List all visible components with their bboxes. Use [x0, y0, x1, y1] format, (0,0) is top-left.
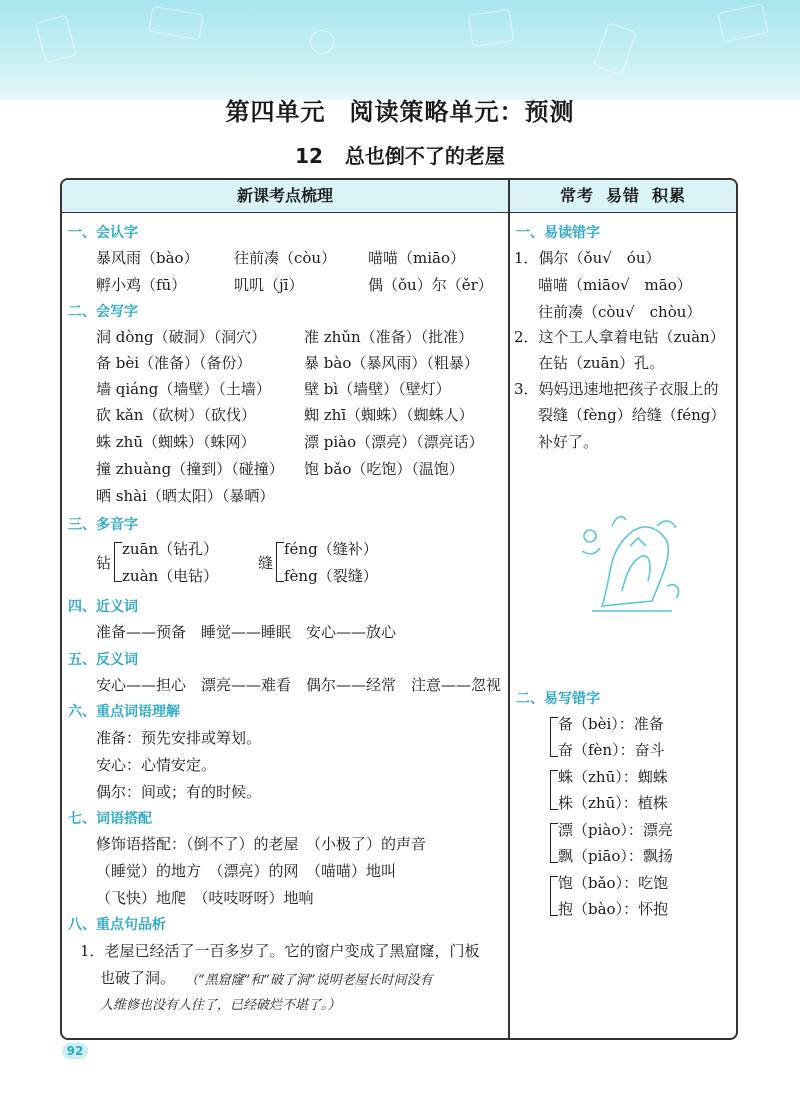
section-renzi: 一、会认字 [68, 225, 138, 241]
yidu-item: 3．妈妈迅速地把孩子衣服上的 [514, 380, 719, 398]
xiezi-item: 壁 bì（墙壁）（壁灯） [304, 380, 451, 398]
juzi-line: 也破了洞。 [100, 969, 176, 987]
jinyi-line: 准备——预备 睡觉——睡眠 安心——放心 [96, 623, 397, 641]
xiezi-item: 晒 shài（晒太阳）（暴晒） [96, 487, 275, 505]
yidu-item: 2．这个工人拿着电钻（zuàn） [514, 328, 725, 346]
ciyu-line: 偶尔：间或；有的时候。 [96, 783, 262, 801]
juzi-note: 人维修也没有人住了，已经破烂不堪了。） [100, 998, 341, 1013]
xiezi-item: 暴 bào（暴风雨）（粗暴） [304, 354, 479, 372]
pair-brace [550, 823, 558, 863]
juzi-note: （“黑窟窿”和“破了洞”说明老屋长时间没有 [185, 973, 433, 988]
page-number: 92 [62, 1043, 88, 1059]
yixie-item: 漂（piào）：漂亮 [558, 821, 673, 839]
unit-subtitle: 阅读策略单元：预测 [349, 98, 575, 126]
duoyin-char-feng: 缝 [258, 554, 274, 572]
header-word-changkao: 常考 [559, 186, 594, 205]
fanyi-line: 安心——担心 漂亮——难看 偶尔——经常 注意——忽视 [96, 676, 502, 694]
header-word-yicuo: 易错 [605, 186, 640, 205]
lesson-number: 12 [295, 144, 323, 168]
section-yiducuo: 一、易读错字 [516, 225, 600, 241]
section-ciyu: 六、重点词语理解 [68, 704, 180, 720]
unit-title [0, 92, 800, 127]
section-juzi: 八、重点句品析 [68, 917, 166, 933]
top-decor-band [0, 0, 800, 100]
renzi-item: 叽叽（jī） [234, 276, 304, 294]
yidu-item: 补好了。 [538, 433, 599, 451]
yixie-item: 饱（bǎo）：吃饱 [558, 874, 669, 892]
dapei-line: （飞快）地爬 （吱吱呀呀）地响 [96, 889, 314, 907]
yidu-item: 1．偶尔（ǒu√ óu） [514, 249, 661, 267]
xiezi-item: 墙 qiáng（墙壁）（土墙） [96, 380, 271, 398]
content-frame [60, 178, 738, 1040]
renzi-item: 喵喵（miāo） [368, 249, 465, 267]
yixie-item: 奋（fèn）：奋斗 [558, 741, 665, 759]
yixie-item: 株（zhū）：植株 [558, 794, 668, 812]
header-word-jilei: 积累 [652, 186, 687, 205]
yidu-item: 往前凑（còu√ chòu） [538, 303, 702, 321]
yidu-item: 在钻（zuān）孔。 [538, 354, 665, 372]
xiezi-item: 砍 kǎn（砍树）（砍伐） [96, 406, 256, 424]
yidu-item: 裂缝（fèng）给缝（féng） [538, 406, 726, 424]
xiezi-item: 洞 dòng（破洞）（洞穴） [96, 328, 267, 346]
section-yixiecuo: 二、易写错字 [516, 691, 600, 707]
section-fanyi: 五、反义词 [68, 652, 138, 668]
xiezi-item: 蛛 zhū（蜘蛛）（蛛网） [96, 433, 256, 451]
renzi-item: 往前凑（còu） [234, 249, 337, 267]
duoyin-reading: féng（缝补） [284, 540, 378, 558]
yixie-item: 蛛（zhū）：蜘蛛 [558, 768, 668, 786]
ciyu-line: 安心：心情安定。 [96, 756, 217, 774]
right-column-header [510, 180, 736, 213]
xiezi-item: 漂 piào（漂亮）（漂亮话） [304, 433, 484, 451]
section-dapei: 七、词语搭配 [68, 811, 152, 827]
pair-brace [550, 770, 558, 810]
column-divider [508, 180, 510, 1038]
xiezi-item: 准 zhǔn（准备）（批准） [304, 328, 474, 346]
old-house-illustration-icon [572, 506, 690, 618]
lesson-name: 总也倒不了的老屋 [344, 144, 505, 168]
yixie-item: 飘（piāo）：飘扬 [558, 847, 673, 865]
juzi-line: 1．老屋已经活了一百多岁了。它的窗户变成了黑窟窿，门板 [80, 942, 480, 960]
pair-brace [550, 876, 558, 916]
renzi-item: 暴风雨（bào） [96, 249, 199, 267]
yidu-item: 喵喵（miāo√ māo） [538, 276, 692, 294]
pair-brace [550, 717, 558, 757]
duoyin-reading: fèng（裂缝） [284, 567, 378, 585]
duoyin-reading: zuàn（电钻） [122, 567, 219, 585]
dapei-line: （睡觉）的地方 （漂亮）的网 （喵喵）地叫 [96, 862, 397, 880]
renzi-item: 孵小鸡（fū） [96, 276, 187, 294]
section-duoyin: 三、多音字 [68, 517, 138, 533]
brace-zuan [114, 542, 122, 582]
duoyin-char-zuan: 钻 [96, 554, 112, 572]
brace-feng [276, 542, 284, 582]
ciyu-line: 准备：预先安排或筹划。 [96, 729, 262, 747]
section-xiezi: 二、会写字 [68, 304, 138, 320]
section-jinyi: 四、近义词 [68, 599, 138, 615]
xiezi-item: 蜘 zhī（蜘蛛）（蜘蛛人） [304, 406, 474, 424]
xiezi-item: 饱 bǎo（吃饱）（温饱） [304, 460, 464, 478]
duoyin-reading: zuān（钻孔） [122, 540, 219, 558]
dapei-line: 修饰语搭配：（倒不了）的老屋 （小极了）的声音 [96, 835, 427, 853]
yixie-item: 抱（bào）：怀抱 [558, 900, 669, 918]
left-column-header: 新课考点梳理 [62, 180, 508, 213]
renzi-item: 偶（ǒu）尔（ěr） [368, 276, 493, 294]
yixie-item: 备（bèi）：准备 [558, 715, 664, 733]
unit-label: 第四单元 [225, 98, 326, 126]
lesson-title [0, 140, 800, 169]
xiezi-item: 撞 zhuàng（撞到）（碰撞） [96, 460, 284, 478]
xiezi-item: 备 bèi（准备）（备份） [96, 354, 252, 372]
